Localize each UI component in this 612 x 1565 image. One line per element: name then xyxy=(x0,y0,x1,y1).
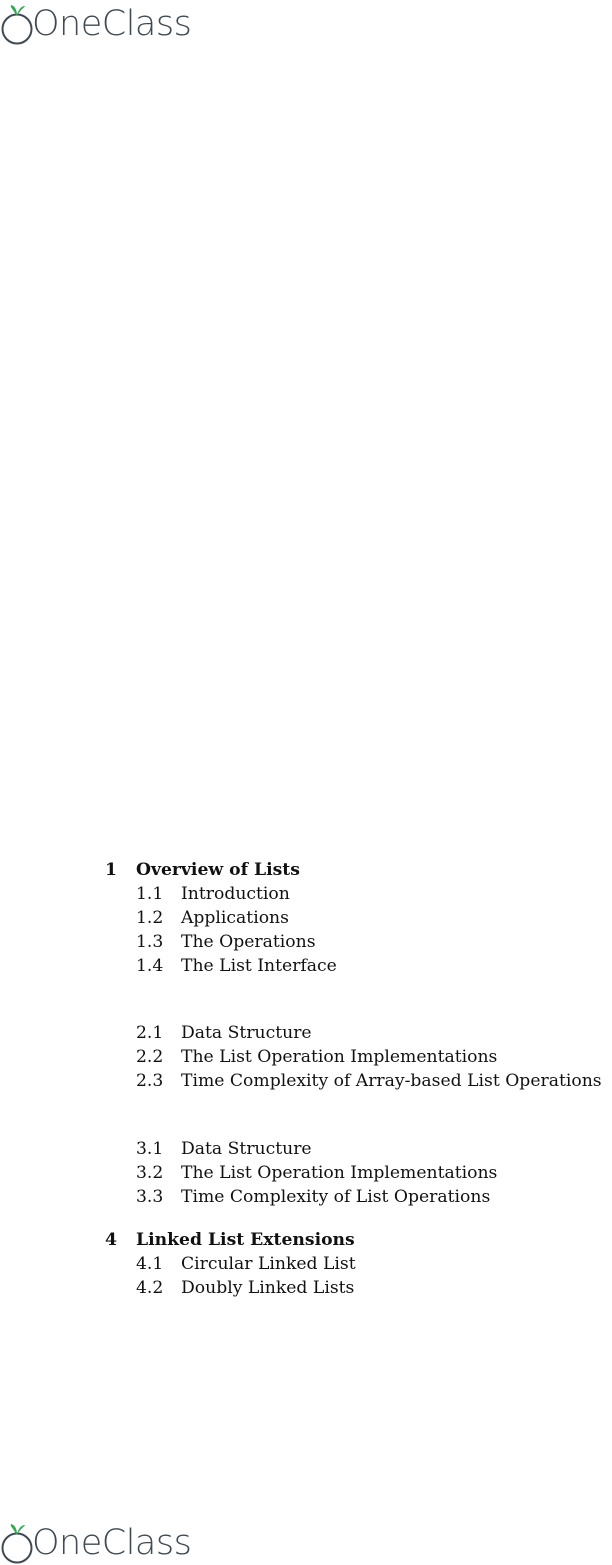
toc-subsection-title: Time Complexity of Array-based List Operations xyxy=(181,1071,602,1091)
toc-subsection-number: 1.2 xyxy=(136,908,164,928)
toc-subsection-title: Time Complexity of List Operations xyxy=(181,1187,491,1207)
toc-subsection-number: 2.1 xyxy=(136,1023,164,1043)
oneclass-o-leaf-icon xyxy=(0,1523,34,1563)
toc-section-number: 4 xyxy=(105,1230,117,1250)
toc-section-number: 1 xyxy=(105,860,117,880)
toc-subsection-number: 3.2 xyxy=(136,1163,164,1183)
toc-subsection-title: The List Interface xyxy=(181,956,337,976)
oneclass-logo-text: OneClass xyxy=(32,4,192,44)
toc-subsection-number: 3.3 xyxy=(136,1187,164,1207)
oneclass-logo-bottom xyxy=(0,1519,200,1563)
toc-subsection-number: 1.4 xyxy=(136,956,164,976)
toc-subsection-title: The List Operation Implementations xyxy=(181,1047,498,1067)
toc-subsection-number: 4.1 xyxy=(136,1254,164,1274)
toc-subsection-number: 1.3 xyxy=(136,932,164,952)
toc-subsection-title: Data Structure xyxy=(181,1023,312,1043)
toc-subsection-title: Introduction xyxy=(181,884,290,904)
oneclass-logo-text: OneClass xyxy=(32,1523,192,1563)
toc-section-title: Overview of Lists xyxy=(136,860,300,880)
toc-subsection-title: The Operations xyxy=(181,932,316,952)
toc-subsection-number: 4.2 xyxy=(136,1278,164,1298)
toc-subsection-title: The List Operation Implementations xyxy=(181,1163,498,1183)
toc-subsection-title: Applications xyxy=(181,908,289,928)
toc-subsection-number: 1.1 xyxy=(136,884,164,904)
toc-subsection-title: Data Structure xyxy=(181,1139,312,1159)
toc-subsection-title: Doubly Linked Lists xyxy=(181,1278,355,1298)
toc-subsection-number: 2.3 xyxy=(136,1071,164,1091)
toc-subsection-number: 3.1 xyxy=(136,1139,164,1159)
toc-subsection-title: Circular Linked List xyxy=(181,1254,356,1274)
toc-section-title: Linked List Extensions xyxy=(136,1230,355,1250)
toc-subsection-number: 2.2 xyxy=(136,1047,164,1067)
